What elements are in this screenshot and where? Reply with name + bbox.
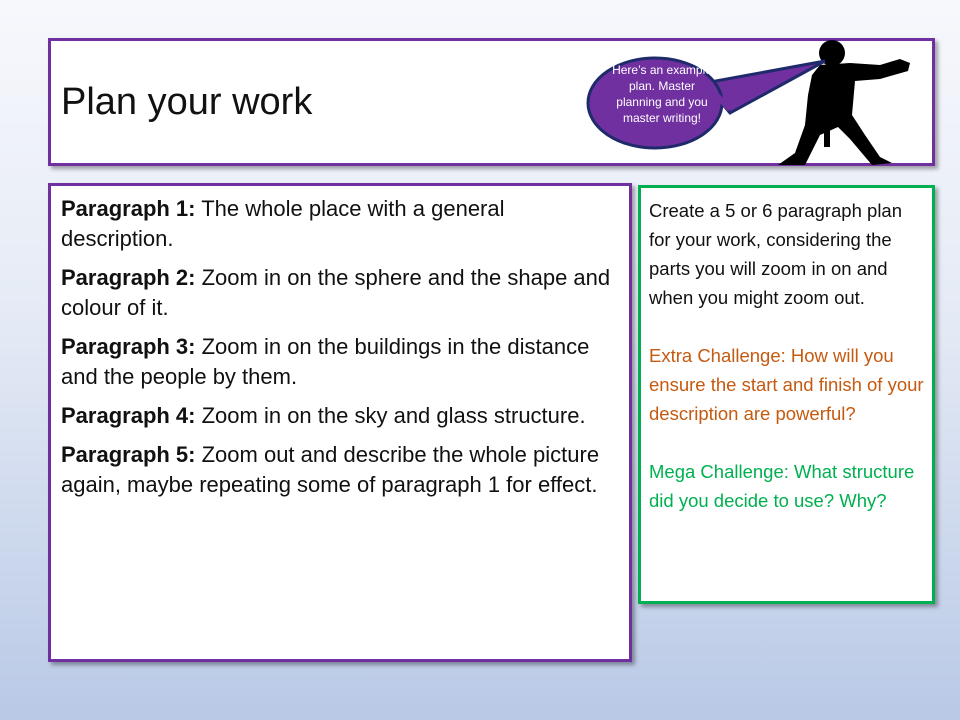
extra-challenge: Extra Challenge: How will you ensure the start and finish of your description are powerful?	[649, 345, 924, 424]
paragraph-text: Zoom in on the sky and glass structure.	[195, 403, 586, 428]
task-instruction: Create a 5 or 6 paragraph plan for your work, considering the parts you will zoom in on and when you might zoom out.	[649, 200, 903, 308]
task-box	[638, 185, 935, 604]
paragraph-4	[61, 401, 619, 431]
paragraph-label: Paragraph 4:	[61, 403, 196, 428]
paragraph-3	[61, 332, 619, 392]
speech-bubble-text: Here’s an example plan. Master planning and you master writing!	[612, 63, 712, 125]
paragraph-label: Paragraph 2:	[61, 265, 196, 290]
paragraph-label: Paragraph 1:	[61, 196, 196, 221]
paragraph-1	[61, 194, 619, 254]
paragraph-plan-box	[48, 183, 632, 662]
paragraph-text: The whole place with a general description.	[61, 196, 505, 251]
page-title: Plan your work	[61, 81, 313, 123]
mega-challenge: Mega Challenge: What structure did you decide to use? Why?	[649, 461, 915, 511]
paragraph-text: Zoom in on the sphere and the shape and colour of it.	[61, 265, 611, 320]
paragraph-5	[61, 440, 619, 500]
paragraph-2	[61, 263, 619, 323]
paragraph-text: Zoom out and describe the whole picture again, maybe repeating some of paragraph 1 for effect.	[61, 442, 600, 497]
paragraph-text: Zoom in on the buildings in the distance and the people by them.	[61, 334, 590, 389]
paragraph-label: Paragraph 3:	[61, 334, 196, 359]
karate-silhouette-icon	[778, 40, 910, 165]
paragraph-label: Paragraph 5:	[61, 442, 196, 467]
